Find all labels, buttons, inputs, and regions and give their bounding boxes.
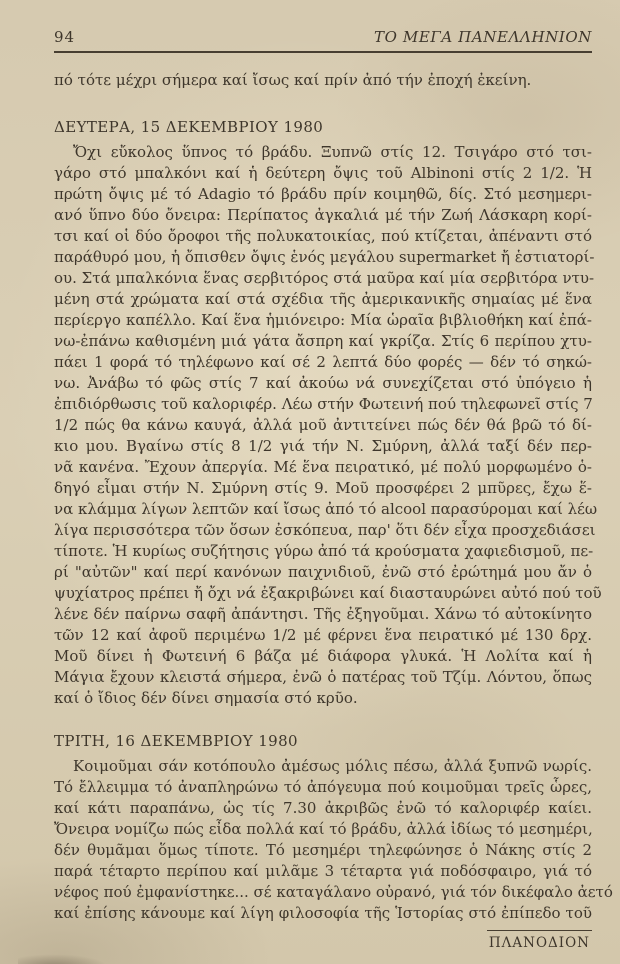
- text-line: νω. Ἀνάβω τό φῶς στίς 7 καί ἀκούω νά συνεχίζεται στό ὑπόγειο ἡ: [54, 374, 592, 392]
- text-line: να κλάμμα λίγων λεπτῶν καί ἴσως ἀπό τό alcool παρασύρομαι καί λέω: [54, 500, 598, 518]
- text-line: τίποτε. Ἡ κυρίως συζήτησις γύρω ἀπό τά κρούσματα χαφιεδισμοῦ, πε-: [54, 542, 594, 560]
- text-line: Μοῦ δίνει ἡ Φωτεινή 6 βάζα μέ διάφορα γλυκά. Ἡ Λολίτα καί ἡ: [54, 647, 592, 665]
- running-title: ΤΟ ΜΕΓΑ ΠΑΝΕΛΛΗΝΙΟΝ: [374, 28, 592, 46]
- text-line: δηγό εἶμαι στήν Ν. Σμύρνη στίς 9. Μοῦ προσφέρει 2 μπῦρες, ἔχω ἕ-: [54, 479, 592, 497]
- text-line: ψυχίατρος πρέπει ἤ ὄχι νά ἐξακριβώνει καί διασταυρώνει αὐτό πού τοῦ: [54, 584, 602, 602]
- entry-paragraph-tuesday: [54, 756, 613, 924]
- text-line: ου. Στά μπαλκόνια ἕνας σερβιτόρος στά μαῦρα καί μία σερβιτόρα ντυ-: [54, 269, 595, 287]
- text-line: Ὄνειρα νομίζω πώς εἶδα πολλά καί τό βράδυ, ἀλλά ἰδίως τό μεσημέρι,: [54, 820, 593, 838]
- text-line: κιο μου. Βγαίνω στίς 8 1/2 γιά τήν Ν. Σμύρνη, ἀλλά ταξί δέν περ-: [54, 437, 592, 455]
- text-line: πρώτη ὄψις μέ τό Adagio τό βράδυ πρίν κοιμηθῶ, δίς. Στό μεσημερι-: [54, 185, 592, 203]
- text-line: δέν θυμᾶμαι ὅμως τίποτε. Τό μεσημέρι τηλεφώνησε ὁ Νάκης στίς 2: [54, 841, 592, 859]
- text-line: Μάγια ἔχουν κλειστά σήμερα, ἐνῶ ὁ πατέρας τοῦ Τζίμ. Λόντου, ὅπως: [54, 668, 592, 686]
- text-column: [54, 70, 613, 924]
- text-line: νω-ἐπάνω καθισμένη μιά γάτα ἄσπρη καί γκρίζα. Στίς 6 περίπου χτυ-: [54, 332, 592, 350]
- running-header: [54, 28, 592, 53]
- entry-heading-monday: ΔΕΥΤΕΡΑ, 15 ΔΕΚΕΜΒΡΙΟΥ 1980: [54, 118, 324, 136]
- text-line: πό τότε μέχρι σήμερα καί ἴσως καί πρίν ἀπό τήν ἐποχή ἐκείνη.: [54, 71, 532, 89]
- text-line: καί ἐπίσης κάνουμε καί λίγη φιλοσοφία τῆς Ἱστορίας στό ἐπίπεδο τοῦ: [54, 904, 592, 922]
- text-line: μένη στά χρώματα καί στά σχέδια τῆς ἀμερικανικῆς σημαίας μέ ἕνα: [54, 290, 592, 308]
- text-line: λένε δέν παίρνω σαφῆ ἀπάντησι. Τῆς ἐξηγοῦμαι. Χάνω τό αὐτοκίνητο: [54, 605, 592, 623]
- continuation-paragraph: [54, 70, 592, 91]
- text-line: καί κάτι παραπάνω, ὡς τίς 7.30 ἀκριβῶς ἐνῶ τό καλοριφέρ καίει.: [54, 799, 592, 817]
- text-line: νέφος πού ἐμφανίστηκε... σέ καταγάλανο οὐρανό, γιά τόν δικέφαλο ἀετό: [54, 883, 613, 901]
- text-line: παρά τέταρτο περίπου καί μιλᾶμε 3 τέταρτα γιά ποδόσφαιρο, γιά τό: [54, 862, 592, 880]
- text-line: ἐπιδιόρθωσις τοῦ καλοριφέρ. Λέω στήν Φωτεινή πού τηλεφωνεῖ στίς 7: [54, 395, 593, 413]
- text-line: παράθυρό μου, ἡ ὄπισθεν ὄψις ἑνός μεγάλου supermarket ἤ ἑστιατορί-: [54, 248, 595, 266]
- text-line: ρί "αὐτῶν" καί περί κανόνων παιχνιδιοῦ, ἐνῶ στό ἐρώτημά μου ἄν ὁ: [54, 563, 592, 581]
- text-line: λίγα περισσότερα τῶν ὅσων ἐσκόπευα, παρ' ὅτι δέν εἶχα προσχεδιάσει: [54, 521, 596, 539]
- page-footer: [487, 930, 592, 951]
- entry-paragraph-monday: [54, 142, 602, 709]
- entry-heading-tuesday: ΤΡΙΤΗ, 16 ΔΕΚΕΜΒΡΙΟΥ 1980: [54, 732, 298, 750]
- text-line: 1/2 πώς θα κάνω καυγά, ἀλλά μοῦ ἀντιτείνει πώς δέν θά βρῶ τό δί-: [54, 416, 592, 434]
- text-line: Τό ἔλλειμμα τό ἀναπληρώνω τό ἀπόγευμα πού κοιμοῦμαι τρεῖς ὧρες,: [54, 778, 592, 796]
- text-line: ανό ὕπνο δύο ὄνειρα: Περίπατος ἀγκαλιά μέ τήν Ζωή Λάσκαρη κορί-: [54, 206, 592, 224]
- text-line: νᾶ κανένα. Ἔχουν ἀπεργία. Μέ ἕνα πειρατικό, μέ πολύ μορφωμένο ὁ-: [54, 458, 592, 476]
- text-line: τσι καί οἱ δύο ὄροφοι τῆς πολυκατοικίας, πού κτίζεται, ἀπέναντι στό: [54, 227, 592, 245]
- text-line: τῶν 12 καί ἀφοῦ περιμένω 1/2 μέ φέρνει ἕνα πειρατικό μέ 130 δρχ.: [54, 626, 592, 644]
- footer-imprint: ΠΛΑΝΟΔΙΟΝ: [487, 930, 592, 951]
- scan-smudge: [18, 954, 108, 964]
- page-number: 94: [54, 28, 76, 46]
- text-line: περίεργο καπέλλο. Καί ἕνα ἡμιόνειρο: Μία ὡραῖα βιβλιοθήκη καί ἐπά-: [54, 311, 592, 329]
- text-line: καί ὁ ἴδιος δέν δίνει σημασία στό κρῦο.: [54, 689, 358, 707]
- text-line: γάρο στό μπαλκόνι καί ἡ δεύτερη ὄψις τοῦ Albinoni στίς 2 1/2. Ἡ: [54, 164, 592, 182]
- text-line: Κοιμοῦμαι σάν κοτόπουλο ἀμέσως μόλις πέσω, ἀλλά ξυπνῶ νωρίς.: [73, 757, 592, 775]
- text-line: πάει 1 φορά τό τηλέφωνο καί σέ 2 λεπτά δύο φορές — δέν τό σηκώ-: [54, 353, 592, 371]
- text-line: Ὄχι εὔκολος ὕπνος τό βράδυ. Ξυπνῶ στίς 12. Τσιγάρο στό τσι-: [73, 143, 592, 161]
